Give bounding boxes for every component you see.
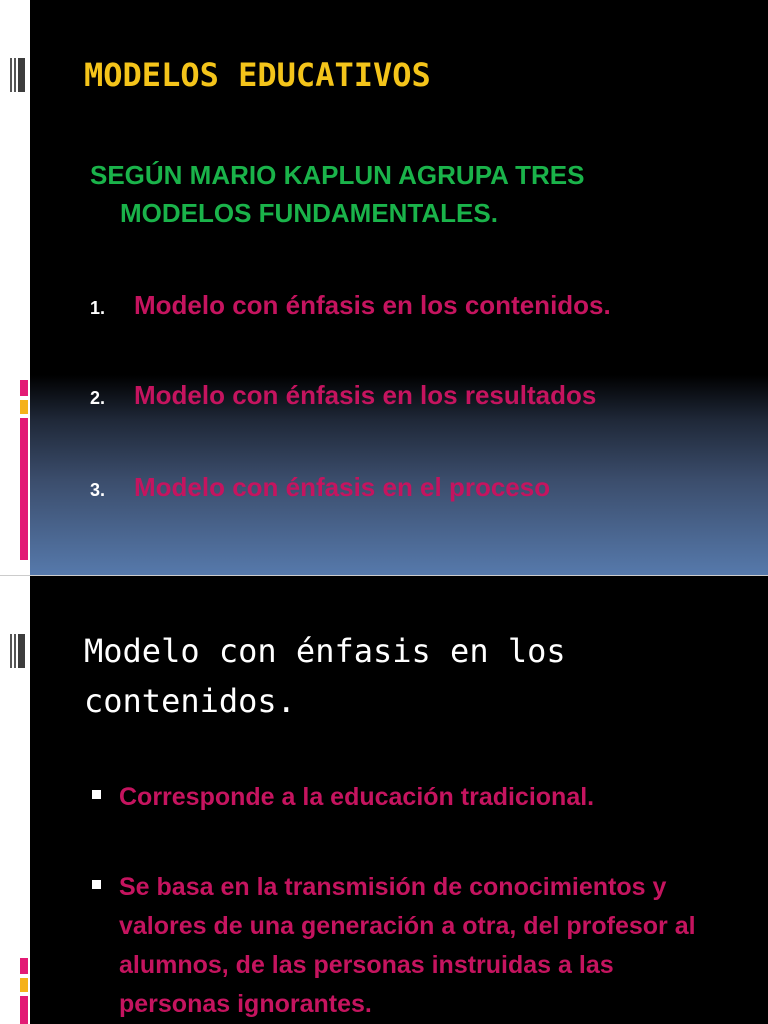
list-number: 2.: [90, 388, 106, 408]
slide-title: Modelo con énfasis en los contenidos.: [84, 632, 566, 720]
slide-marker-icon: [10, 634, 30, 668]
list-item: [90, 380, 596, 411]
bullet-item: [92, 778, 729, 817]
list-text: Modelo con énfasis en el proceso: [134, 472, 551, 502]
list-item: [90, 290, 611, 321]
bullet-item: [92, 868, 729, 1024]
list-text: Modelo con énfasis en los resultados: [134, 380, 597, 410]
bullet-icon: [92, 790, 101, 799]
slide-title: MODELOS EDUCATIVOS: [84, 56, 431, 94]
list-text: Modelo con énfasis en los contenidos.: [134, 290, 611, 320]
list-number: 1.: [90, 298, 106, 318]
bullet-icon: [92, 880, 101, 889]
accent-bar: [20, 958, 28, 1024]
slide-2: [0, 576, 768, 1024]
accent-bar: [20, 380, 28, 560]
bullet-text: Se basa en la transmisión de conocimientos y valores de una generación a otra, del profesor al alumnos, de las personas instruidas a las personas ignorantes.: [119, 873, 696, 1018]
list-item: [90, 472, 550, 503]
bullet-text: Corresponde a la educación tradicional.: [119, 783, 595, 811]
intro-text: SEGÚN MARIO KAPLUN AGRUPA TRES MODELOS FUNDAMENTALES.: [90, 160, 585, 228]
list-number: 3.: [90, 480, 106, 500]
slide-marker-icon: [10, 58, 30, 92]
